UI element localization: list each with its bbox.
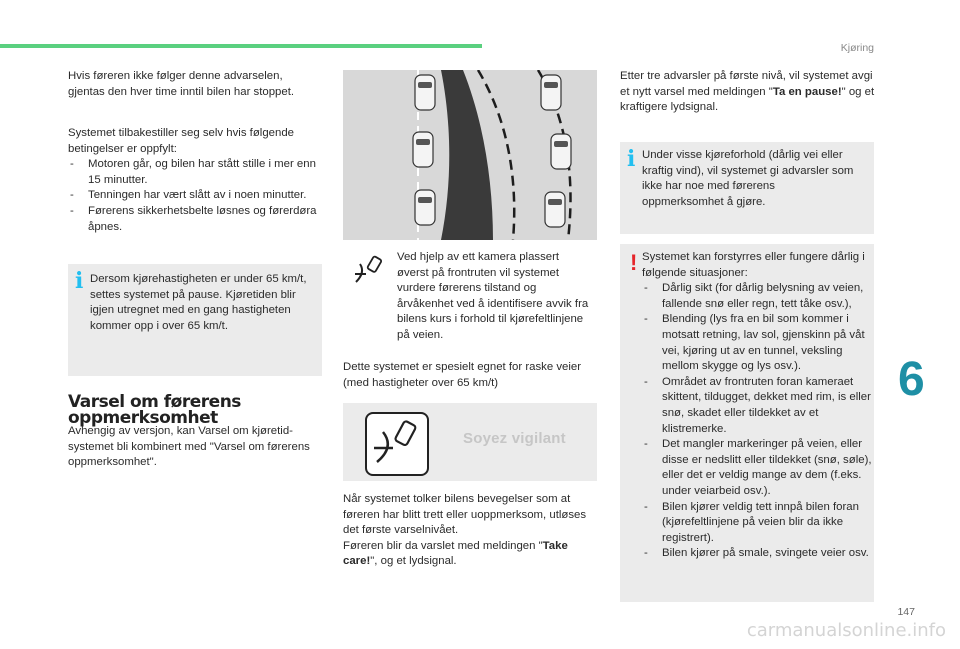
warning-icon: ! bbox=[630, 250, 638, 275]
warning-list bbox=[642, 281, 872, 562]
info-icon: i bbox=[627, 146, 636, 172]
warning-intro: Systemet kan forstyrres eller fungere dårlig i følgende situasjoner: bbox=[642, 251, 865, 279]
list-item: - Dårlig sikt (for dårlig belysning av veien, fallende snø eller regn, tett tåke osv.), bbox=[642, 281, 872, 312]
list-item: - Blending (lys fra en bil som kommer i motsatt retning, lav sol, gjenskinn på våt vei, kjøring ut av en tunnel, veksling mellom skygge og lys osv.). bbox=[642, 312, 872, 374]
pause-message: Ta en pause! bbox=[772, 85, 842, 98]
col3-paragraph-1 bbox=[620, 69, 876, 116]
lane-departure-icon bbox=[367, 414, 427, 474]
col2-text-take-care bbox=[343, 539, 599, 570]
col1-text-conditions-intro: Systemet tilbakestiller seg selv hvis følgende betingelser er oppfylt: bbox=[68, 127, 295, 155]
list-item: - Bilen kjører veldig tett innpå bilen foran (kjørefeltlinjene på veien blir da ikke registrert). bbox=[642, 500, 872, 547]
list-item: - Førerens sikkerhetsbelte løsnes og førerdøra åpnes. bbox=[68, 204, 324, 235]
take-care-message: Take care! bbox=[343, 539, 568, 568]
info-icon: i bbox=[75, 268, 84, 294]
chapter-number: 6 bbox=[898, 353, 925, 406]
col2-text-fast-roads: Dette systemet er spesielt egnet for raske veier (med hastigheter over 65 km/t) bbox=[343, 361, 582, 389]
info-note-box bbox=[68, 264, 322, 376]
lane-illustration bbox=[343, 70, 597, 240]
alert-display-icon bbox=[365, 412, 429, 476]
info-note-box-2 bbox=[620, 142, 874, 234]
list-item: - Motoren går, og bilen har stått stille i mer enn 15 minutter. bbox=[68, 157, 324, 188]
display-message-text: Soyez vigilant bbox=[463, 430, 566, 447]
col1-reset-conditions bbox=[68, 126, 324, 235]
text-fragment: Føreren blir da varslet med meldingen " bbox=[343, 539, 543, 552]
col2-paragraph-2 bbox=[343, 492, 599, 570]
list-item: - Det mangler markeringer på veien, eller disse er nedslitt eller tildekket (snø, søle), eller det er veldig mange av dem (f.eks. under veiarbeid osv.). bbox=[642, 437, 872, 499]
col3-text-pause bbox=[620, 69, 876, 116]
section-title: Kjøring bbox=[840, 42, 874, 54]
text-fragment: ", og et lydsignal. bbox=[370, 555, 457, 568]
col2-text-first-level: Når systemet tolker bilens bevegelser som at føreren har blitt trett eller uoppmerksom, utløses det første varselnivået. bbox=[343, 493, 587, 537]
info-note-text-2: Under visse kjøreforhold (dårlig vei eller kraftig vind), vil systemet gi advarsler som ikke har noe med førerens oppmerksomhet å gjøre. bbox=[642, 149, 854, 208]
conditions-list bbox=[68, 157, 324, 235]
section-heading-wrapper bbox=[68, 392, 338, 428]
warning-box bbox=[620, 244, 874, 602]
page-number: 147 bbox=[897, 606, 915, 618]
col1-paragraph-1 bbox=[68, 69, 320, 100]
col1-text-repeat: Hvis føreren ikke følger denne advarselen, gjentas den hver time inntil bilen har stoppet. bbox=[68, 70, 295, 98]
col1-paragraph-3 bbox=[68, 424, 320, 471]
camera-text: Ved hjelp av ett kamera plassert øverst på frontruten vil systemet vurdere førerens tilstand og årvåkenhet ved å identifisere avvik fra bilens kurs i forhold til kjørefeltlinjene på veien. bbox=[397, 251, 589, 341]
list-item: - Området av frontruten foran kameraet skittent, tildugget, dekket med rim, is eller snø, skadet eller tildekket av et klistremerke. bbox=[642, 375, 872, 437]
lane-departure-icon-small bbox=[352, 254, 386, 294]
col2-paragraph-1 bbox=[343, 360, 599, 391]
text-fragment: " og et kraftigere lydsignal. bbox=[620, 85, 875, 114]
watermark: carmanualsonline.info bbox=[746, 620, 946, 641]
road-curve-illustration bbox=[343, 70, 597, 240]
camera-description bbox=[397, 250, 593, 344]
list-item: - Bilen kjører på smale, svingete veier osv. bbox=[642, 546, 872, 562]
top-accent-bar bbox=[0, 44, 482, 48]
warning-content bbox=[642, 250, 872, 562]
col1-text-combined: Avhengig av versjon, kan Varsel om kjøretid-systemet bli kombinert med "Varsel om førerens oppmerksomhet". bbox=[68, 425, 310, 469]
info-note-text: Dersom kjørehastigheten er under 65 km/t, settes systemet på pause. Kjøretiden blir igjen utregnet med en gang hastigheten kommer opp i over 65 km/t. bbox=[90, 273, 307, 332]
display-message-box bbox=[343, 403, 597, 481]
text-fragment: Etter tre advarsler på første nivå, vil systemet avgi et nytt varsel med meldingen " bbox=[620, 70, 873, 98]
section-heading: Varsel om førerens oppmerksomhet bbox=[68, 392, 241, 428]
list-item: - Tenningen har vært slått av i noen minutter. bbox=[68, 188, 324, 204]
